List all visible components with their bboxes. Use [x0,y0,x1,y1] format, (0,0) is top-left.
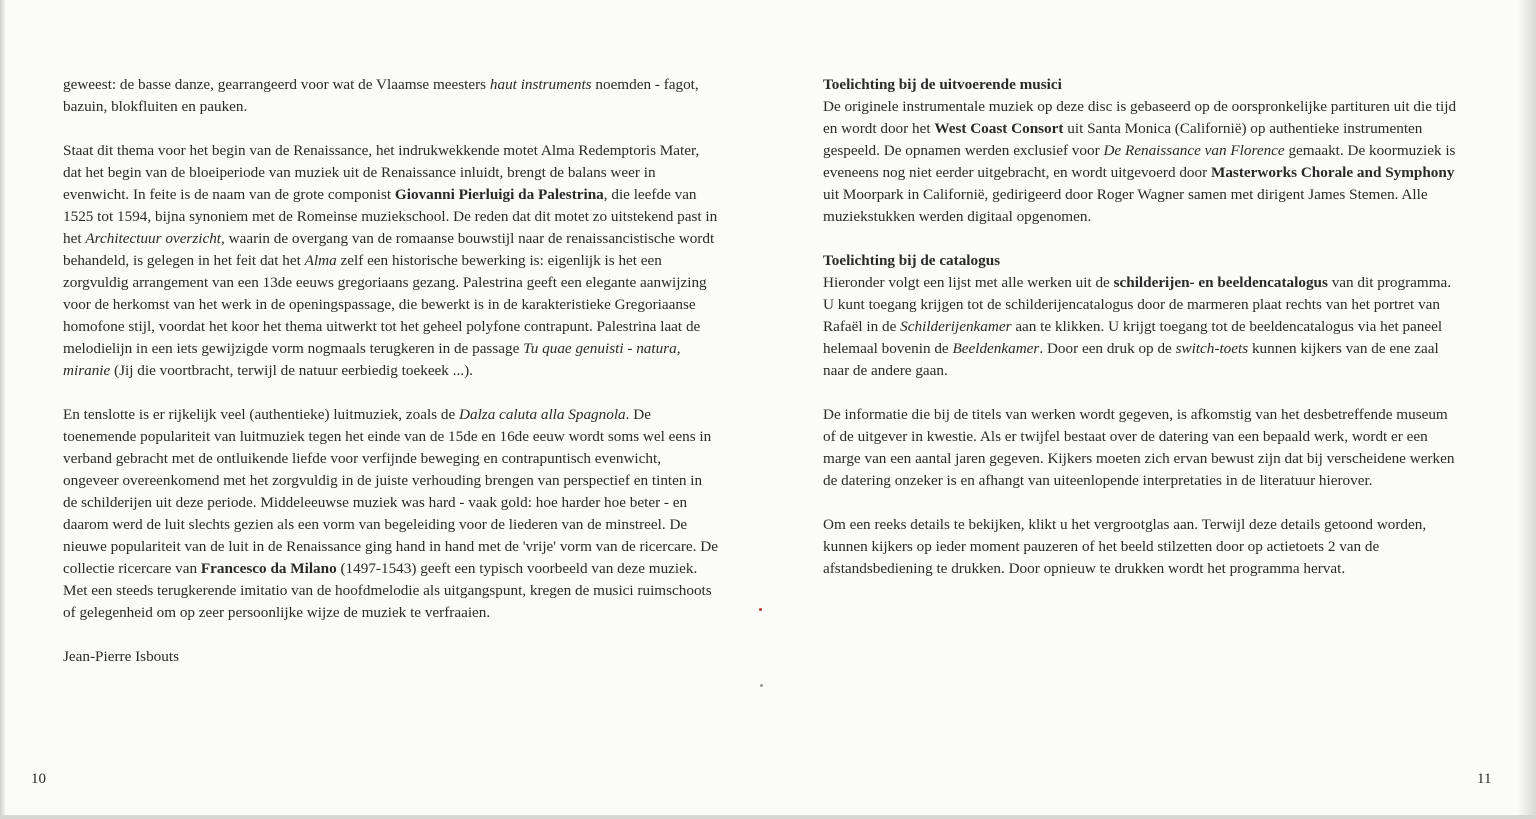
left-paragraph-2 [63,140,718,382]
right-section-1 [823,74,1463,228]
right-page [823,74,1463,602]
section-heading: Toelichting bij de uitvoerende musici [823,76,1062,93]
bold-run: West Coast Consort [934,120,1064,137]
text-run: van dit programma. U kunt toegang krijgen tot de schilderijencatalogus door de marmeren plaat rechts van het portret van Rafaël in de [823,274,1452,335]
italic-run: Architectuur overzicht [85,230,222,247]
left-edge-shadow [0,0,6,819]
text-run: En tenslotte is er rijkelijk veel (authentieke) luitmuziek, zoals de [63,406,460,423]
text-run: uit Santa Monica (Californië) op authentieke instrumenten gespeeld. De opnamen werden exclusief voor [823,120,1423,159]
bottom-edge [0,815,1536,819]
text-run: geweest: de basse danze, gearrangeerd voor wat de Vlaamse meesters [63,76,490,93]
text-run: Staat dit thema voor het begin van de Renaissance, het indrukwekkende motet Alma Redemptoris Mater, dat het begin van de bloeiperiode van muziek uit de Renaissance inluidt, brengt de balans weer in evenwicht. In feite is de naam van de grote componist [63,142,700,203]
left-page [63,74,718,690]
right-paragraph-4: Om een reeks details te bekijken, klikt u het vergrootglas aan. Terwijl deze details getoond worden, kunnen kijkers op ieder moment pauzeren of het beeld stilzetten door op actietoets 2 van de afstandsbediening te drukken. Door opnieuw te drukken wordt het programma hervat. [823,516,1427,577]
print-speck [760,684,763,687]
italic-run: De Renaissance van Florence [1103,142,1285,159]
text-run: De originele instrumentale muziek op deze disc is gebaseerd op de oorspronkelijke partituren uit die tijd en wordt door het [823,98,1457,137]
text-run: uit Moorpark in Californië, gedirigeerd door Roger Wagner samen met dirigent James Stemen. Alle muziekstukken werden digitaal opgenomen. [823,186,1428,225]
text-run: , waarin de overgang van de romaanse bouwstijl naar de renaissancistische wordt behandeld, is gelegen in het feit dat het [63,230,715,269]
text-run: noemden - fagot, bazuin, blokfluiten en pauken. [63,76,699,115]
italic-run: switch-toets [1175,340,1249,357]
italic-run: Tu quae genuisti - natura, miranie [63,340,681,379]
right-edge-shadow [1518,0,1536,819]
text-run: zelf een historische bewerking is: eigenlijk is het een zorgvuldig arrangement van een 13de eeuws gregoriaans gezang. Palestrina geeft een elegante aanwijzing voor de herkomst van het werk in de openingspassage, die bewerkt is in de karakteristieke Gregoriaanse homofone stijl, voordat het koor het thema uitwerkt tot het geheel polyfone contrapunt. Palestrina laat de melodielijn in een iets gewijzigde vorm nogmaals terugkeren in de passage [63,252,707,357]
text-run: . De toenemende populariteit van luitmuziek tegen het einde van de 15de en 16de eeuw wordt soms wel eens in verband gebracht met de ontluikende liefde voor verfijnde beweging en contrapuntisch evenwicht, ongeveer overeenkomend met het zorgvuldig in de juiste verhouding brengen van perspectief en tinten in de schilderijen uit deze periode. Middeleeuwse muziek was hard - vaak gold: hoe harder hoe beter - en daarom werd de luit slechts gezien als een vorm van begeleiding voor de liederen van de minstreel. De nieuwe populariteit van de luit in de Renaissance ging hand in hand met de 'vrije' vorm van de ricercare. De collectie ricercare van [63,406,718,577]
text-run: Hieronder volgt een lijst met alle werken uit de [823,274,1114,291]
author-signature: Jean-Pierre Isbouts [63,648,179,665]
page-number-left: 10 [31,771,46,787]
italic-run: haut instruments [489,76,592,93]
text-run: (1497-1543) geeft een typisch voorbeeld van deze muziek. Met een steeds terugkerende imitatio van de hoofdmelodie als uitgangspunt, kregen de musici ruimschoots of gelegenheid om op zeer persoonlijke wijze de muziek te verfraaien. [63,560,712,621]
text-run: gemaakt. De koormuziek is eveneens nog niet eerder uitgebracht, en wordt uitgevoerd door [823,142,1456,181]
right-paragraph-3: De informatie die bij de titels van werken wordt gegeven, is afkomstig van het desbetreffende museum of de uitgever in kwestie. Als er twijfel bestaat over de datering van een bepaald werk, wordt er een marge van een aantal jaren gegeven. Kijkers moeten zich ervan bewust zijn dat bij verscheidene werken de datering onzeker is en afhangt van uiteenlopende interpretaties in de literatuur hierover. [823,406,1455,489]
right-section-2 [823,250,1463,382]
text-run: aan te klikken. U krijgt toegang tot de beeldencatalogus via het paneel helemaal bovenin de [823,318,1443,357]
section-heading: Toelichting bij de catalogus [823,252,1001,269]
text-run: (Jij die voortbracht, terwijl de natuur eerbiedig toekeek ...). [110,362,473,379]
print-speck [759,608,762,611]
bold-run: Masterworks Chorale and Symphony [1210,164,1455,181]
italic-run: Dalza caluta alla Spagnola [459,406,626,423]
text-run: kunnen kijkers van de ene zaal naar de andere gaan. [823,340,1439,379]
page-number-right: 11 [1477,771,1492,787]
left-paragraph-1 [63,74,718,118]
bold-run: Francesco da Milano [200,560,337,577]
bold-run: Giovanni Pierluigi da Palestrina [394,186,604,203]
text-run: . Door een druk op de [1039,340,1176,357]
text-run: , die leefde van 1525 tot 1594, bijna synoniem met de Romeinse muziekschool. De reden dat dit motet zo uitstekend past in het [63,186,718,247]
bold-run: schilderijen- en beeldencatalogus [1113,274,1328,291]
left-paragraph-3 [63,404,718,624]
italic-run: Schilderijenkamer [900,318,1012,335]
italic-run: Beeldenkamer [952,340,1040,357]
italic-run: Alma [304,252,337,269]
